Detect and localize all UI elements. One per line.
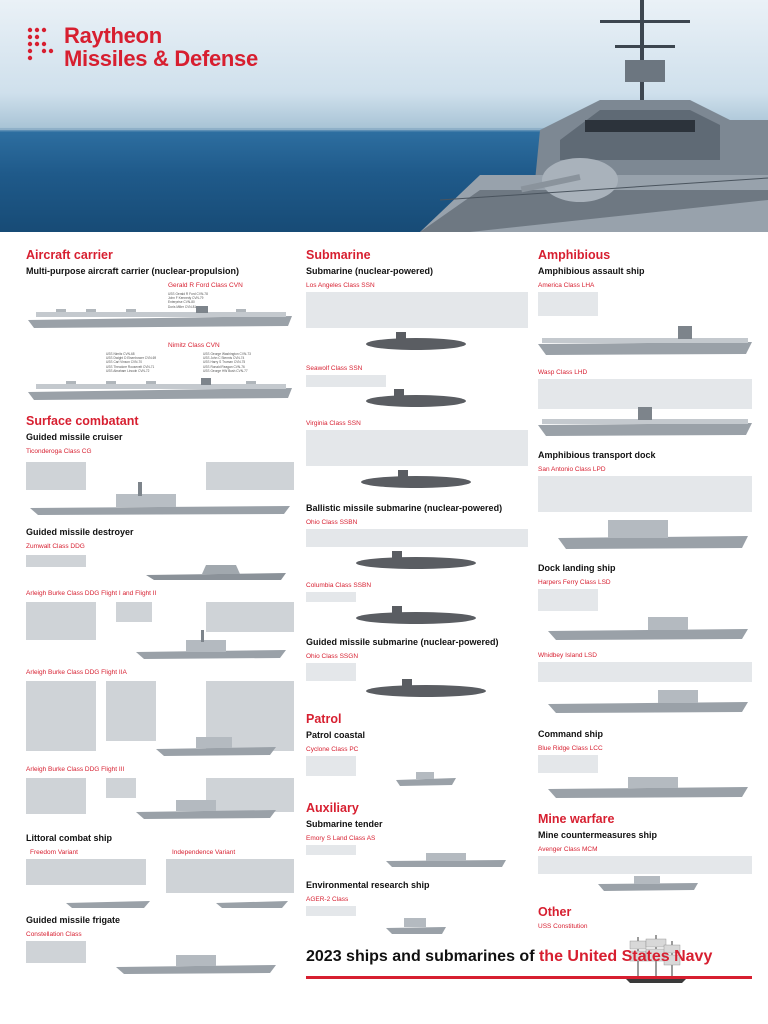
class-harpers-ferry: Harpers Ferry Class LSD — [538, 579, 611, 586]
heading-auxiliary: Auxiliary — [306, 801, 359, 815]
burke-flight-i-illustration — [26, 600, 294, 660]
san-antonio-illustration — [538, 476, 752, 552]
burke-flight-iia-illustration — [26, 679, 294, 757]
heading-aircraft-carrier: Aircraft carrier — [26, 248, 113, 262]
carrier-nimitz-block — [26, 342, 294, 408]
class-emory-land: Emory S Land Class AS — [306, 835, 376, 842]
carrier-ford-block — [26, 282, 294, 336]
class-ticonderoga: Ticonderoga Class CG — [26, 448, 92, 455]
class-cyclone: Cyclone Class PC — [306, 746, 359, 753]
class-virginia: Virginia Class SSN — [306, 420, 361, 427]
carrier-illustration — [26, 378, 294, 408]
whidbey-island-illustration — [538, 662, 752, 716]
subheading-destroyer: Guided missile destroyer — [26, 527, 134, 537]
subheading-attack-sub: Submarine (nuclear-powered) — [306, 266, 434, 276]
subheading-patrol: Patrol coastal — [306, 730, 366, 740]
class-ohio-ssgn: Ohio Class SSGN — [306, 653, 359, 660]
ohio-ssbn-illustration — [306, 529, 528, 573]
subheading-dock-landing: Dock landing ship — [538, 563, 616, 573]
ohio-ssgn-illustration — [306, 663, 528, 701]
class-wasp: Wasp Class LHD — [538, 369, 588, 376]
lcs-block — [26, 849, 294, 909]
heading-submarine: Submarine — [306, 248, 371, 262]
avenger-illustration — [538, 856, 752, 894]
carrier-illustration — [26, 306, 294, 336]
class-ohio-ssbn: Ohio Class SSBN — [306, 519, 358, 526]
brand-line-2: Missiles & Defense — [64, 46, 258, 71]
subheading-mcm: Mine countermeasures ship — [538, 830, 658, 840]
raytheon-logo — [24, 24, 258, 70]
heading-patrol: Patrol — [306, 712, 342, 726]
cyclone-illustration — [306, 756, 528, 788]
subheading-ssgn: Guided missile submarine (nuclear-powered) — [306, 637, 499, 647]
lcs-illustration — [26, 859, 294, 909]
column-submarine — [306, 248, 528, 941]
class-zumwalt: Zumwalt Class DDG — [26, 543, 85, 550]
raytheon-mark-icon — [24, 24, 56, 64]
zumwalt-illustration — [26, 553, 294, 581]
america-illustration — [538, 292, 752, 362]
class-burke-flight-iia: Arleigh Burke Class DDG Flight IIA — [26, 669, 127, 676]
los-angeles-illustration — [306, 292, 528, 356]
subheading-command: Command ship — [538, 729, 604, 739]
hero-banner — [0, 0, 768, 232]
class-seawolf: Seawolf Class SSN — [306, 365, 363, 372]
class-los-angeles: Los Angeles Class SSN — [306, 282, 375, 289]
column-amphibious — [538, 248, 752, 990]
virginia-illustration — [306, 430, 528, 494]
columbia-illustration — [306, 592, 528, 628]
heading-surface-combatant: Surface combatant — [26, 414, 139, 428]
nimitz-ship-list: USS Nimitz CVN-68 USS Dwight D Eisenhower CVN-69 USS Carl Vinson CVN-70 USS Theodore Roosevelt CVN-71 USS Abraham Lincoln CVN-72 USS George Washington CVN-73 USS John C Stennis CVN-74 USS Harry S Truman CVN-75 USS Ronald Reagan CVN-76 USS George HW Bush CVN-77 — [106, 352, 251, 373]
seawolf-illustration — [306, 375, 528, 411]
footer-rule — [306, 976, 752, 979]
brand-line-1: Raytheon — [64, 23, 162, 48]
poster-title-prefix: 2023 ships and submarines of — [306, 948, 539, 965]
class-burke-flight-iii: Arleigh Burke Class DDG Flight III — [26, 766, 125, 773]
class-avenger: Avenger Class MCM — [538, 846, 598, 853]
cruiser-illustration — [26, 458, 294, 516]
burke-flight-iii-illustration — [26, 776, 294, 820]
variant-freedom: Freedom Variant — [30, 849, 78, 856]
column-surface — [26, 248, 294, 982]
class-constellation: Constellation Class — [26, 931, 82, 938]
blue-ridge-illustration — [538, 755, 752, 801]
subheading-frigate: Guided missile frigate — [26, 915, 121, 925]
poster-title — [306, 948, 712, 966]
subheading-lcs: Littoral combat ship — [26, 833, 113, 843]
class-uss-constitution: USS Constitution — [538, 923, 588, 930]
ford-ship-list: USS Gerald R Ford CVN-78 John F Kennedy CVN-79 Enterprise CVN-80 Doris Miller CVN-81 — [168, 292, 208, 309]
class-san-antonio: San Antonio Class LPD — [538, 466, 606, 473]
class-nimitz: Nimitz Class CVN — [168, 342, 220, 349]
tender-illustration — [306, 845, 528, 869]
subheading-carrier: Multi-purpose aircraft carrier (nuclear-propulsion) — [26, 266, 240, 276]
class-burke-flight-i-ii: Arleigh Burke Class DDG Flight I and Flight II — [26, 590, 157, 597]
poster-title-highlight: the United States Navy — [538, 948, 713, 965]
harpers-ferry-illustration — [538, 589, 752, 643]
class-america: America Class LHA — [538, 282, 595, 289]
subheading-ssbn: Ballistic missile submarine (nuclear-powered) — [306, 503, 503, 513]
subheading-cruiser: Guided missile cruiser — [26, 432, 123, 442]
frigate-illustration — [26, 941, 294, 977]
subheading-assault: Amphibious assault ship — [538, 266, 645, 276]
heading-other: Other — [538, 905, 572, 919]
heading-amphibious: Amphibious — [538, 248, 611, 262]
heading-mine-warfare: Mine warfare — [538, 812, 615, 826]
class-blue-ridge: Blue Ridge Class LCC — [538, 745, 603, 752]
research-ship-illustration — [306, 906, 528, 936]
class-ford: Gerald R Ford Class CVN — [168, 282, 243, 289]
class-columbia: Columbia Class SSBN — [306, 582, 372, 589]
wasp-illustration — [538, 379, 752, 439]
subheading-tender: Submarine tender — [306, 819, 383, 829]
subheading-research: Environmental research ship — [306, 880, 430, 890]
class-whidbey-island: Whidbey Island LSD — [538, 652, 597, 659]
class-ager-2: AGER-2 Class — [306, 896, 349, 903]
variant-independence: Independence Variant — [172, 849, 236, 856]
subheading-transport-dock: Amphibious transport dock — [538, 450, 656, 460]
